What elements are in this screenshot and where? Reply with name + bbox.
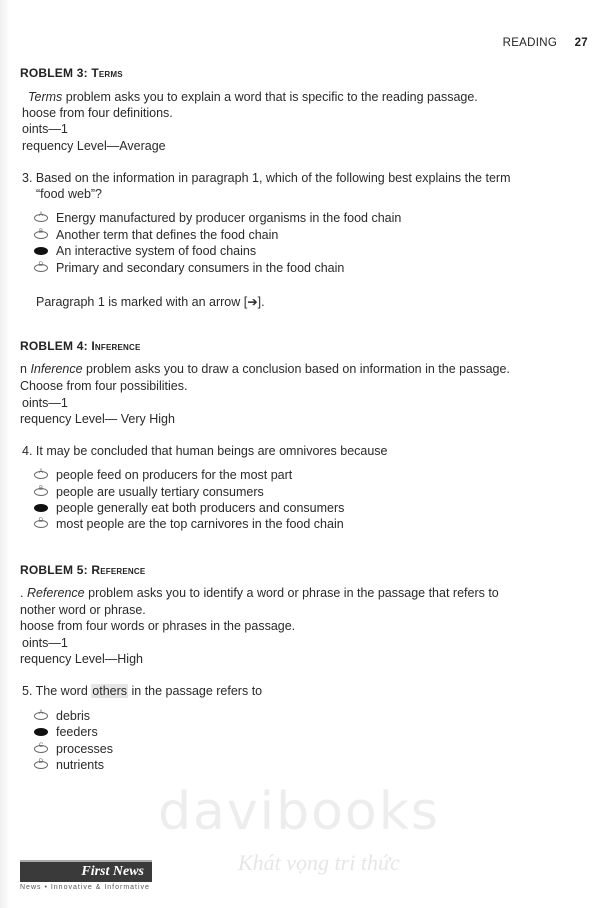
q3-option-d[interactable]: D Primary and secondary consumers in the food chain — [34, 261, 344, 275]
problem3-line2: hoose from four definitions. — [22, 106, 173, 120]
q4-option-c[interactable]: people generally eat both producers and consumers — [34, 501, 344, 515]
answer-bubble[interactable]: A — [34, 712, 48, 720]
answer-bubble-filled[interactable] — [34, 504, 48, 512]
q4-option-d[interactable]: D most people are the top carnivores in the food chain — [34, 517, 344, 531]
q3-option-a[interactable]: A Energy manufactured by producer organisms in the food chain — [34, 211, 401, 225]
question5: 5. The word others in the passage refers to — [22, 684, 263, 698]
answer-bubble-filled[interactable] — [34, 247, 48, 255]
page-number: 27 — [574, 37, 588, 49]
problem5-points: oints—1 — [22, 636, 68, 650]
q4-option-a[interactable]: A people feed on producers for the most part — [34, 468, 292, 482]
answer-bubble[interactable]: B — [34, 488, 48, 496]
question4: 4. It may be concluded that human beings are omnivores because — [22, 444, 388, 458]
problem4-line2: Choose from four possibilities. — [20, 379, 188, 393]
problem3-intro: Terms problem asks you to explain a word that is specific to the reading passage. — [28, 90, 478, 104]
problem3-note: Paragraph 1 is marked with an arrow [➔]. — [36, 295, 265, 309]
q3-option-c[interactable]: An interactive system of food chains — [34, 244, 256, 258]
answer-bubble[interactable]: C — [34, 745, 48, 753]
answer-bubble[interactable]: B — [34, 231, 48, 239]
header-section: READING — [502, 37, 558, 49]
q5-option-b[interactable]: feeders — [34, 725, 98, 739]
running-header — [503, 37, 588, 49]
problem3-frequency: requency Level—Average — [22, 139, 166, 153]
problem5-frequency: requency Level—High — [20, 652, 143, 666]
answer-bubble[interactable]: D — [34, 520, 48, 528]
problem4-intro: n Inference problem asks you to draw a conclusion based on information in the passage. — [20, 362, 510, 376]
problem5-intro-cont: nother word or phrase. — [20, 603, 146, 617]
problem3-title: ROBLEM 3: Terms — [20, 66, 123, 80]
publisher-name: First News — [81, 864, 144, 879]
highlighted-word: others — [92, 684, 128, 698]
problem5-line2: hoose from four words or phrases in the passage. — [20, 619, 296, 633]
publisher-tagline: News • Innovative & Informative — [20, 884, 150, 891]
q3-option-b[interactable]: B Another term that defines the food chain — [34, 228, 278, 242]
watermark-tagline: Khát vọng tri thức — [238, 850, 400, 875]
publisher-logo — [20, 860, 152, 882]
watermark-logo: davibooks — [158, 782, 440, 842]
question3-line2: “food web”? — [36, 187, 103, 201]
answer-bubble[interactable]: D — [34, 264, 48, 272]
question3-line1: 3. Based on the information in paragraph 1, which of the following best explains the term — [22, 171, 511, 185]
problem3-points: oints—1 — [22, 122, 68, 136]
problem4-points: oints—1 — [22, 396, 68, 410]
answer-bubble-filled[interactable] — [34, 728, 48, 736]
q5-option-d[interactable]: D nutrients — [34, 758, 104, 772]
problem5-intro: . Reference problem asks you to identify a word or phrase in the passage that refers to — [20, 586, 499, 600]
problem5-title: ROBLEM 5: Reference — [20, 563, 146, 577]
problem4-title: ROBLEM 4: Inference — [20, 339, 141, 353]
page-margin-shadow — [0, 0, 10, 908]
q4-option-b[interactable]: B people are usually tertiary consumers — [34, 485, 264, 499]
answer-bubble[interactable]: D — [34, 761, 48, 769]
problem4-frequency: requency Level— Very High — [20, 412, 175, 426]
answer-bubble[interactable]: A — [34, 471, 48, 479]
q5-option-c[interactable]: C processes — [34, 742, 113, 756]
answer-bubble[interactable]: A — [34, 214, 48, 222]
q5-option-a[interactable]: A debris — [34, 709, 90, 723]
